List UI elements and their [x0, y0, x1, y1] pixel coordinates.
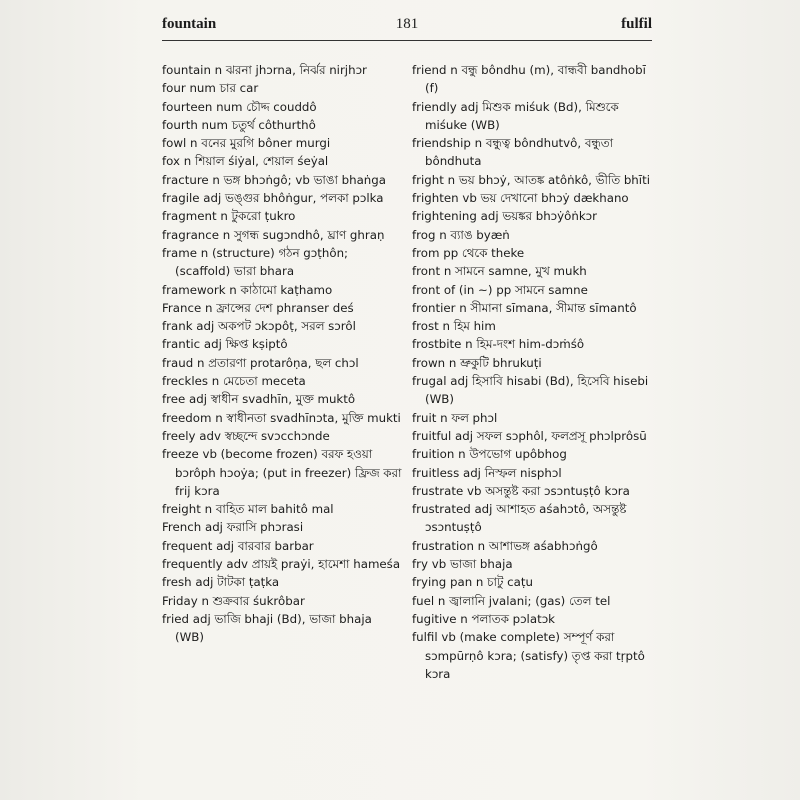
dictionary-entry: fraud n প্রতারণা protarôṇa, ছল chɔl — [162, 355, 359, 370]
dictionary-entry: frostbite n হিম-দংশ him-dɔṁśô — [412, 337, 585, 352]
dictionary-entry: frustrate vb অসন্তুষ্ট করা ɔsɔntuṣṭô kɔra — [412, 483, 630, 498]
dictionary-entry: fruition n উপভোগ upôbhog — [412, 447, 567, 462]
dictionary-entry: frustrated adj আশাহত aśahɔtô, অসন্তুষ্ট ɔsɔntuṣṭô — [412, 502, 627, 535]
dictionary-entry: fracture n ভঙ্গ bhɔṅgô; vb ভাঙা bhaṅga — [162, 172, 387, 187]
dictionary-entry: French adj ফরাসি phɔrasi — [162, 520, 304, 535]
dictionary-entry: fugitive n পলাতক pɔlatɔk — [412, 611, 556, 626]
right-column — [412, 61, 652, 683]
dictionary-entry: fried adj ভাজি bhaji (Bd), ভাজা bhaja (WB) — [162, 611, 372, 645]
dictionary-entry: fourteen num চৌদ্দ couddô — [162, 99, 317, 114]
dictionary-entry: frustration n আশাভঙ্গ aśabhɔṅgô — [412, 538, 598, 553]
dictionary-entry: fulfil vb (make complete) সম্পূর্ণ করা sɔmpūrṇô kɔra; (satisfy) তৃপ্ত করা tṛptô kɔra — [412, 630, 645, 681]
dictionary-entry: fuel n জ্বালানি jvalani; (gas) তেল tel — [412, 593, 611, 608]
dictionary-entry: fright n ভয় bhɔẏ, আতঙ্ক atôṅkô, ভীতি bhīti — [412, 172, 650, 187]
left-running-headword: fountain — [162, 16, 217, 32]
page-number: 181 — [395, 16, 419, 32]
dictionary-entry: fruit n ফল phɔl — [412, 410, 498, 425]
dictionary-entry: fresh adj টাটকা ṭaṭka — [162, 575, 280, 590]
right-running-headword: fulfil — [621, 16, 652, 32]
dictionary-entry: frantic adj ক্ষিপ্ত kṣiptô — [162, 337, 288, 352]
dictionary-entry: frighten vb ভয় দেখানো bhɔẏ dækhano — [412, 191, 629, 206]
dictionary-entry: frog n ব্যাঙ byæṅ — [412, 227, 510, 242]
dictionary-entry: free adj স্বাধীন svadhīn, মুক্ত muktô — [162, 392, 356, 407]
dictionary-entry: fruitless adj নিস্ফল nisphɔl — [412, 465, 562, 480]
dictionary-entry: frequently adv প্রায়ই praẏi, হামেশা hameśa — [162, 557, 401, 572]
dictionary-entry: fowl n বনের মুরগি bôner murgi — [162, 136, 331, 151]
dictionary-entry: freeze vb (become frozen) বরফ হওয়া bɔrôph hɔoẏa; (put in freezer) ফ্রিজ করা frij kɔra — [162, 447, 402, 498]
dictionary-entry: friend n বন্ধু bôndhu (m), বান্ধবী bandhobī (f) — [412, 63, 646, 96]
dictionary-entry: friendly adj মিশুক miśuk (Bd), মিশুকে miśuke (WB) — [412, 99, 619, 132]
dictionary-entry: from pp থেকে theke — [412, 245, 525, 260]
left-column — [162, 61, 402, 647]
dictionary-entry: friendship n বন্ধুত্ব bôndhutvô, বন্ধুতা bôndhuta — [412, 136, 614, 169]
dictionary-entry: frame n (structure) গঠন gɔṭhôn; (scaffold) ভারা bhara — [162, 245, 349, 279]
dictionary-entry: fox n শিয়াল śiẏal, শেয়াল śeẏal — [162, 154, 329, 169]
dictionary-entry: fragment n টুকরো ṭukro — [162, 209, 296, 224]
dictionary-entry: fountain n ঝরনা jhɔrna, নির্ঝর nirjhɔr — [162, 63, 367, 77]
dictionary-entry: frown n ভ্রুকুটি bhrukuṭi — [412, 355, 542, 370]
dictionary-entry: frightening adj ভয়ঙ্কর bhɔẏôṅkɔr — [412, 209, 597, 224]
header-rule — [162, 40, 652, 41]
dictionary-entry: freely adv স্বচ্ছন্দে svɔcchɔnde — [162, 428, 330, 443]
dictionary-entry: frontier n সীমানা sīmana, সীমান্ত sīmantô — [412, 300, 637, 315]
dictionary-entry: frugal adj হিসাবি hisabi (Bd), হিসেবি hisebi (WB) — [412, 374, 649, 407]
dictionary-entry: framework n কাঠামো kaṭhamo — [162, 282, 333, 297]
dictionary-entry: four num চার car — [162, 81, 259, 96]
dictionary-entry: front of (in ~) pp সামনে samne — [412, 282, 588, 297]
dictionary-entry: fry vb ভাজা bhaja — [412, 557, 513, 572]
dictionary-entry: frost n হিম him — [412, 319, 496, 334]
page-header — [162, 16, 652, 38]
dictionary-entry: frying pan n চাটু caṭu — [412, 575, 533, 590]
dictionary-entry: France n ফ্রান্সের দেশ phranser deś — [162, 300, 354, 315]
dictionary-entry: freight n বাহিত মাল bahitô mal — [162, 502, 334, 517]
dictionary-entry: front n সামনে samne, মুখ mukh — [412, 264, 587, 279]
dictionary-entry: freckles n মেচেতা meceta — [162, 374, 306, 389]
dictionary-entry: frequent adj বারবার barbar — [162, 538, 314, 553]
dictionary-entry: fourth num চতুর্থ côthurthô — [162, 117, 316, 132]
dictionary-entry: freedom n স্বাধীনতা svadhīnɔta, মুক্তি mukti — [162, 410, 401, 425]
dictionary-entry: fragrance n সুগন্ধ sugɔndhô, ঘ্রাণ ghraṇ — [162, 227, 385, 242]
dictionary-entry: fruitful adj সফল sɔphôl, ফলপ্রসূ phɔlprôsū — [412, 428, 647, 443]
dictionary-entry: frank adj অকপট ɔkɔpôṭ, সরল sɔrôl — [162, 319, 356, 334]
dictionary-entry: Friday n শুক্রবার śukrôbar — [162, 593, 305, 608]
dictionary-entry: fragile adj ভঙ্গুর bhôṅgur, পলকা pɔlka — [162, 191, 384, 206]
